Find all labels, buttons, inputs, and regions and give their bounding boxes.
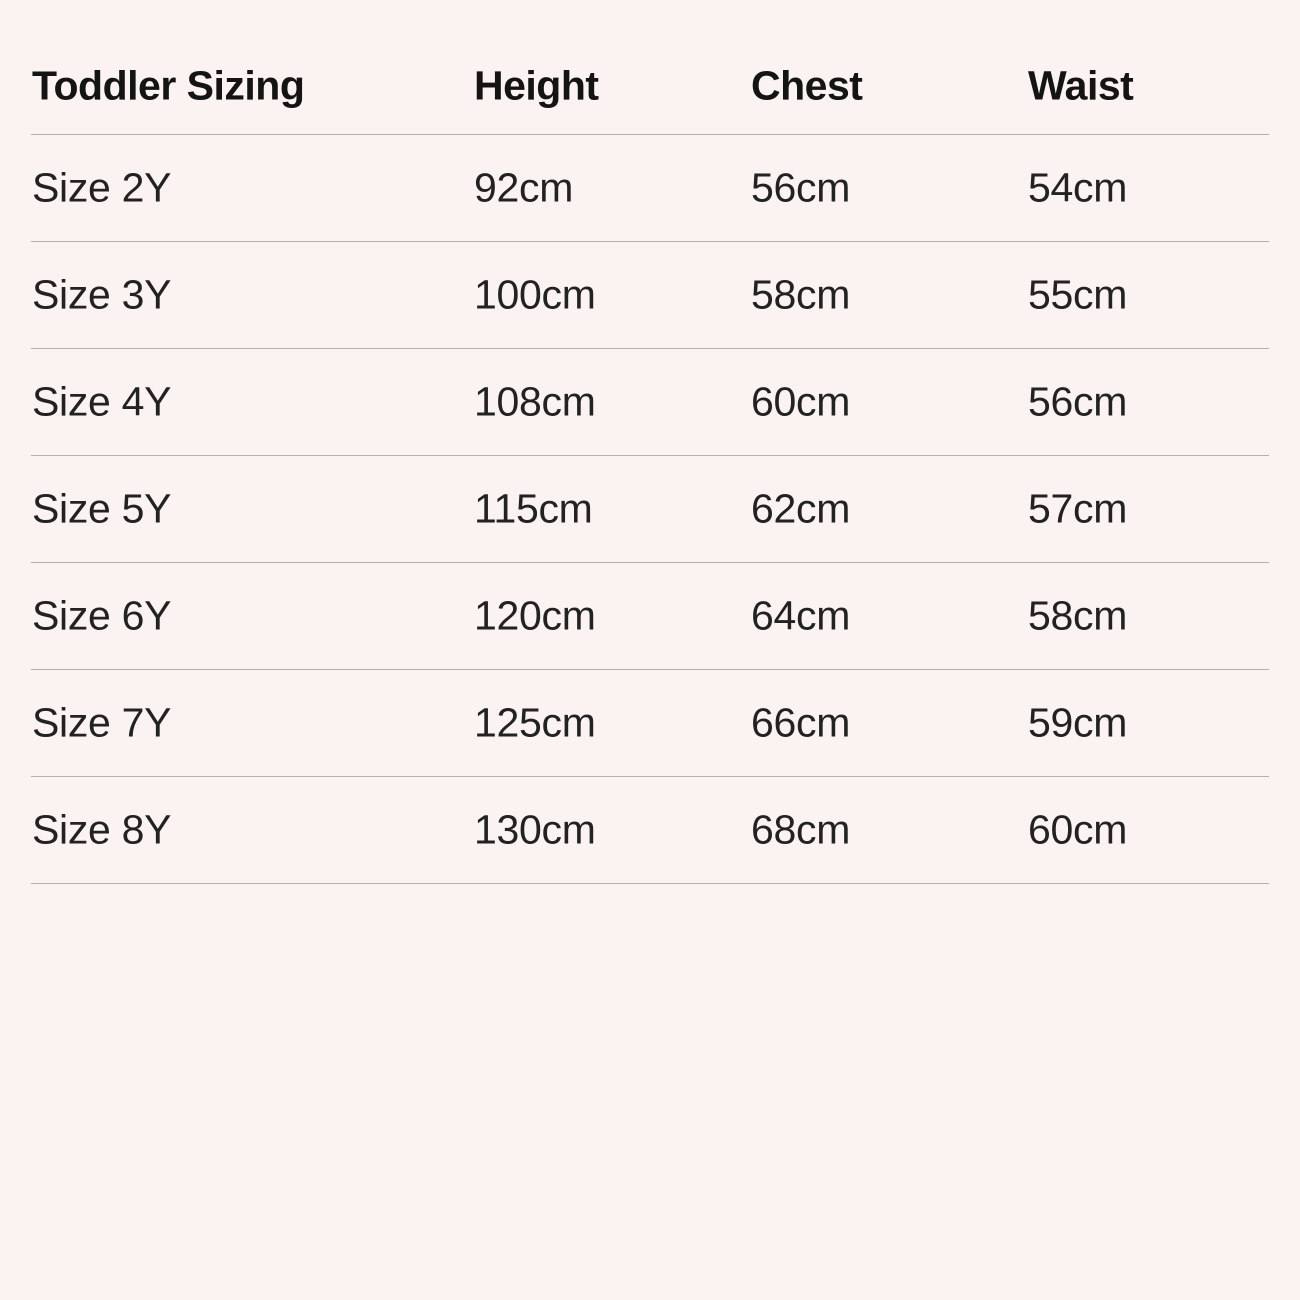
chest-value: 58cm xyxy=(751,271,851,318)
waist-value: 60cm xyxy=(1028,806,1128,853)
table-row xyxy=(31,135,1269,242)
chest-value: 60cm xyxy=(751,378,851,425)
header-chest: Chest xyxy=(751,62,863,109)
size-label: Size 8Y xyxy=(32,806,172,853)
waist-value: 56cm xyxy=(1028,378,1128,425)
size-label: Size 2Y xyxy=(32,164,172,211)
size-label: Size 3Y xyxy=(32,271,172,318)
height-value: 120cm xyxy=(474,592,596,639)
height-value: 92cm xyxy=(474,164,574,211)
header-toddler-sizing: Toddler Sizing xyxy=(32,62,305,109)
header-waist: Waist xyxy=(1028,62,1134,109)
chest-value: 68cm xyxy=(751,806,851,853)
waist-value: 54cm xyxy=(1028,164,1128,211)
table-row xyxy=(31,563,1269,670)
height-value: 115cm xyxy=(474,485,593,532)
chest-value: 64cm xyxy=(751,592,851,639)
height-value: 108cm xyxy=(474,378,596,425)
table-row xyxy=(31,242,1269,349)
table-row xyxy=(31,670,1269,777)
height-value: 100cm xyxy=(474,271,596,318)
waist-value: 55cm xyxy=(1028,271,1128,318)
table-row xyxy=(31,777,1269,884)
height-value: 130cm xyxy=(474,806,596,853)
table-row xyxy=(31,456,1269,563)
size-chart-table xyxy=(31,28,1269,884)
table-row xyxy=(31,349,1269,456)
size-label: Size 7Y xyxy=(32,699,172,746)
chest-value: 62cm xyxy=(751,485,851,532)
table-header-row xyxy=(31,28,1269,135)
height-value: 125cm xyxy=(474,699,596,746)
size-label: Size 5Y xyxy=(32,485,172,532)
waist-value: 58cm xyxy=(1028,592,1128,639)
waist-value: 59cm xyxy=(1028,699,1128,746)
chest-value: 66cm xyxy=(751,699,851,746)
size-label: Size 6Y xyxy=(32,592,172,639)
waist-value: 57cm xyxy=(1028,485,1128,532)
size-label: Size 4Y xyxy=(32,378,172,425)
header-height: Height xyxy=(474,62,599,109)
chest-value: 56cm xyxy=(751,164,851,211)
